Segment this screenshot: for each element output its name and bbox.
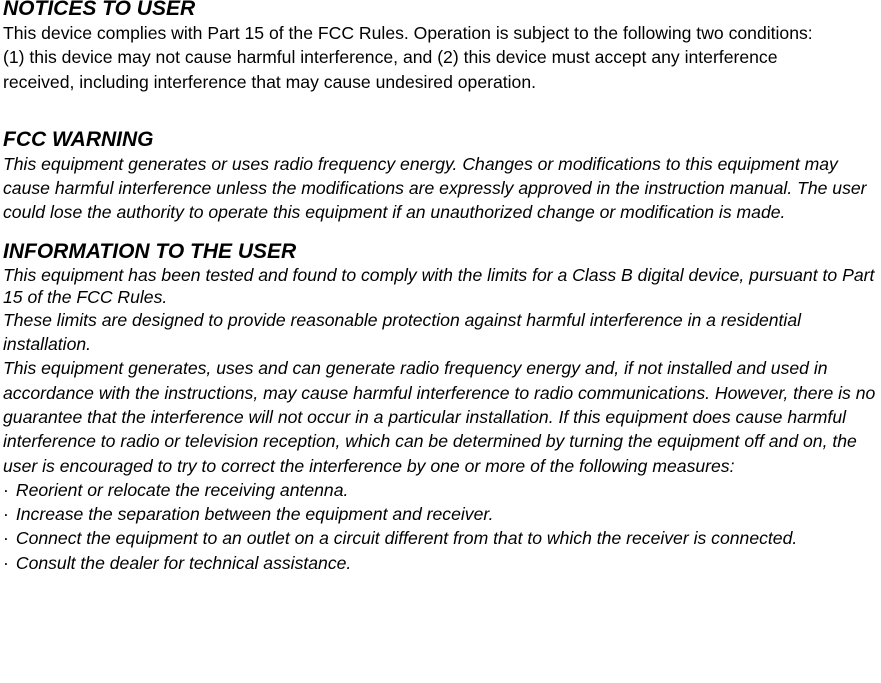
information-paragraph-2: These limits are designed to provide reasonable protection against harmful interference in a residential installation. <box>3 309 802 355</box>
fcc-warning-section <box>3 128 881 225</box>
list-item <box>3 526 833 550</box>
list-item <box>3 551 881 575</box>
measure-text: Reorient or relocate the receiving antenna. <box>15 479 349 500</box>
fcc-warning-heading: FCC WARNING <box>3 127 154 151</box>
information-paragraph-3: This equipment generates, uses and can generate radio frequency energy and, if not installed and used in accordance with the instructions, may cause harmful interference to radio communications. However, there is no guarantee that the interference will not occur in a particular installation. If this equipment does cause harmful interference to radio or television reception, which can be determined by turning the equipment off and on, the user is encouraged to try to correct the interference by one or more of the following measures: <box>3 358 876 476</box>
list-item <box>3 502 881 526</box>
notices-paragraph-1: This device complies with Part 15 of the FCC Rules. Operation is subject to the following two conditions: <box>3 23 813 43</box>
bullet-dot-icon: · <box>3 552 9 573</box>
measure-text: Increase the separation between the equipment and receiver. <box>15 504 494 525</box>
fcc-warning-paragraph: This equipment generates or uses radio frequency energy. Changes or modifications to this equipment may cause harmful interference unless the modifications are expressly approved in the instruction manual. The user could lose the authority to operate this equipment if an unauthorized change or modification is made. <box>3 153 867 223</box>
measure-text: Connect the equipment to an outlet on a circuit different from that to which the receiver is connected. <box>15 528 798 549</box>
measure-text: Consult the dealer for technical assistance. <box>15 552 352 573</box>
list-item <box>3 478 881 502</box>
bullet-dot-icon: · <box>3 504 9 525</box>
information-heading: INFORMATION TO THE USER <box>3 239 297 263</box>
bullet-dot-icon: · <box>3 528 9 549</box>
notices-paragraph-2: (1) this device may not cause harmful interference, and (2) this device must accept any interference received, including interference that may cause undesired operation. <box>3 47 778 92</box>
bullet-dot-icon: · <box>3 479 9 500</box>
notices-heading: NOTICES TO USER <box>3 0 196 20</box>
information-section <box>3 240 881 575</box>
measures-list <box>3 478 881 575</box>
fcc-notice-document <box>3 0 881 575</box>
information-paragraph-1: This equipment has been tested and found to comply with the limits for a Class B digital device, pursuant to Part 15 of the FCC Rules. <box>3 264 875 307</box>
notices-section <box>3 0 881 94</box>
